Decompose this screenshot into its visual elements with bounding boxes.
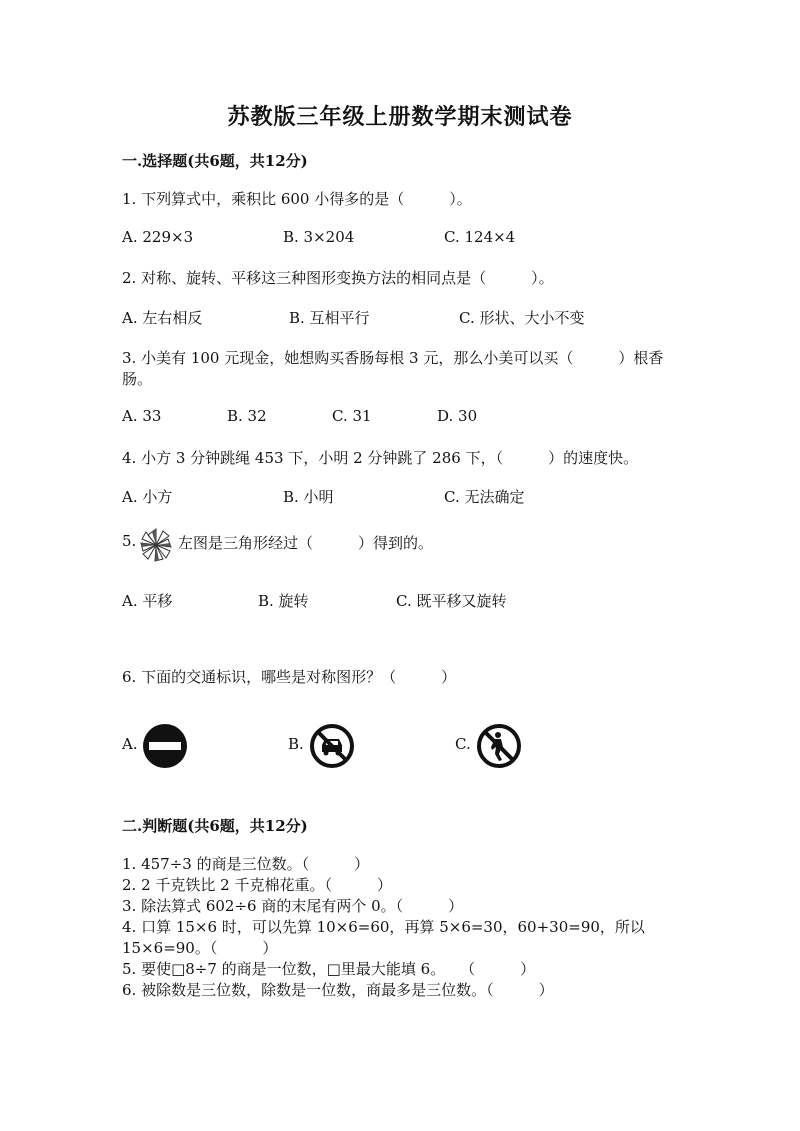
option-c: C. (455, 735, 471, 753)
option-b: B. 小明 (283, 488, 334, 506)
option-a: A. (122, 735, 138, 753)
question-3-line-2: 肠。 (122, 370, 153, 388)
question-5: 左图是三角形经过（ ）得到的。 (178, 534, 434, 552)
option-a: A. 33 (122, 407, 162, 425)
option-b: B. (288, 735, 304, 753)
section-heading-choice: 一.选择题(共6题，共12分) (122, 152, 308, 170)
no-motor-vehicle-sign-icon (309, 723, 355, 769)
question-5-number: 5. (122, 532, 137, 550)
question-1: 1. 下列算式中，乘积比 600 小得多的是（ ）。 (122, 190, 472, 208)
option-b: B. 32 (227, 407, 267, 425)
judgement-item-1: 1. 457÷3 的商是三位数。（ ） (122, 855, 370, 873)
question-6: 6. 下面的交通标识，哪些是对称图形？（ ） (122, 668, 457, 686)
option-d: D. 30 (437, 407, 478, 425)
judgement-item-2: 2. 2 千克铁比 2 千克棉花重。（ ） (122, 876, 392, 894)
question-3-options (0, 407, 800, 427)
question-1-options (0, 228, 800, 248)
question-2-options (0, 307, 800, 327)
no-entry-sign-icon (142, 723, 188, 769)
section-heading-judgement: 二.判断题(共6题，共12分) (122, 817, 308, 835)
question-4: 4. 小方 3 分钟跳绳 453 下，小明 2 分钟跳了 286 下，（ ）的速度快。 (122, 449, 639, 467)
question-4-options (0, 486, 800, 506)
option-a: A. 左右相反 (122, 309, 203, 327)
option-b: B. 旋转 (258, 592, 309, 610)
pinwheel-icon (138, 525, 174, 565)
option-c: C. 形状、大小不变 (459, 309, 585, 327)
option-a: A. 平移 (122, 592, 173, 610)
option-c: C. 124×4 (444, 228, 516, 246)
option-a: A. 229×3 (122, 228, 194, 246)
option-b: B. 互相平行 (289, 309, 370, 327)
option-c: C. 31 (332, 407, 372, 425)
judgement-item-4: 4. 口算 15×6 时，可以先算 10×6=60，再算 5×6=30，60+30=90，所以 (122, 918, 645, 936)
question-5-options (0, 590, 800, 610)
question-2: 2. 对称、旋转、平移这三种图形变换方法的相同点是（ ）。 (122, 269, 554, 287)
no-pedestrian-sign-icon (476, 723, 522, 769)
judgement-item-5: 5. 要使□8÷7 的商是一位数，□里最大能填 6。 （ ） (122, 960, 536, 978)
option-b: B. 3×204 (283, 228, 355, 246)
option-a: A. 小方 (122, 488, 173, 506)
judgement-item-3: 3. 除法算式 602÷6 商的末尾有两个 0。（ ） (122, 897, 464, 915)
judgement-item-4-cont: 15×6=90。（ ） (122, 939, 278, 957)
option-c: C. 无法确定 (444, 488, 525, 506)
question-3-line-1: 3. 小美有 100 元现金，她想购买香肠每根 3 元，那么小美可以买（ ）根香 (122, 349, 664, 367)
option-c: C. 既平移又旋转 (396, 592, 507, 610)
judgement-item-6: 6. 被除数是三位数，除数是一位数，商最多是三位数。（ ） (122, 981, 554, 999)
question-6-options (0, 735, 800, 755)
page-title: 苏教版三年级上册数学期末测试卷 (227, 104, 573, 130)
